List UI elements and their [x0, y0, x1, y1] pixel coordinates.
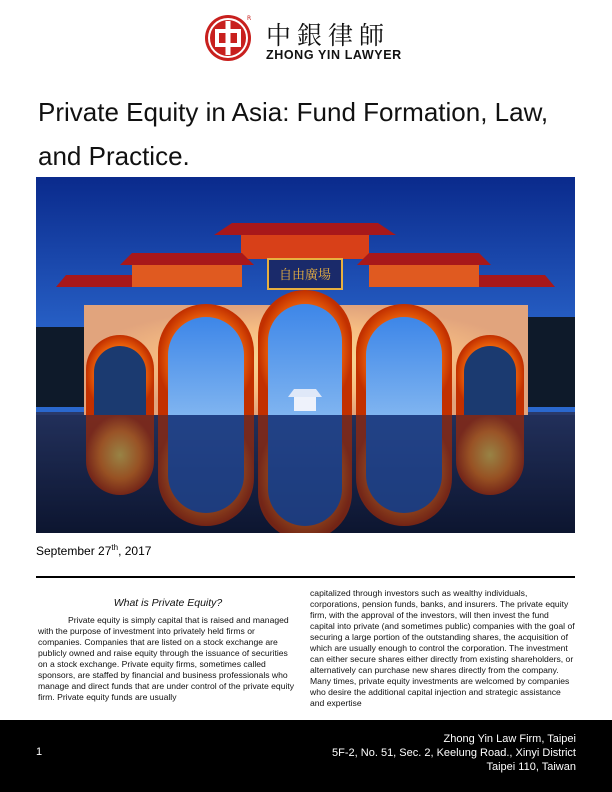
gate-sign-text: 自由廣場 [278, 268, 332, 283]
document-title: Private Equity in Asia: Fund Formation, Law, and Practice. [38, 97, 549, 171]
city-line: Taipei 110, Taiwan [486, 761, 576, 773]
firm-name-footer: Zhong Yin Law Firm, Taipei [443, 733, 576, 745]
trademark-mark: R [247, 15, 252, 22]
section-divider [36, 576, 575, 578]
publication-date: September 27th, 2017 [36, 543, 152, 558]
article-column-left [38, 598, 298, 703]
address-line: 5F-2, No. 51, Sec. 2, Keelung Road., Xinyi District [332, 747, 576, 759]
firm-seal-icon [204, 12, 254, 62]
page-number: 1 [36, 746, 43, 758]
firm-address [332, 732, 576, 774]
article-paragraph-left: Private equity is simply capital that is raised and managed with the purpose of investment into privately held firms or companies. Companies that are listed on a stock exchange are publicly owned and raise equity through the issuance of securities on a stock exchange. Private equity firms, sometimes called sponsors, are staffed by financial and business professionals who manage and direct funds that are under control of the private equity firm. Private equity funds are usually [38, 615, 295, 702]
firm-name-chinese: 中銀律師 [266, 21, 391, 50]
firm-name-english: ZHONG YIN LAWYER [266, 48, 402, 62]
page-footer [0, 720, 612, 792]
section-heading: What is Private Equity? [113, 597, 223, 609]
firm-logo [204, 12, 414, 64]
hero-image-memorial-gate [36, 177, 575, 533]
article-column-right [310, 588, 575, 709]
article-paragraph-right: capitalized through investors such as wealthy individuals, corporations, pension funds, banks, and insurers. The private equity firm, with the approval of the investors, will then invest the fund capital into private (and sometimes public) companies with the goal of securing a large portion of the outstanding shares, the acquisition of which are usually enough to control the corporation. The investment can either secure shares either directly from existing shareholders, or alternatively can purchase new shares directly from the company. Many times, private equity investments are welcomed by companies who desire the additional capital injection and strategic assistance and expertise [310, 588, 575, 708]
